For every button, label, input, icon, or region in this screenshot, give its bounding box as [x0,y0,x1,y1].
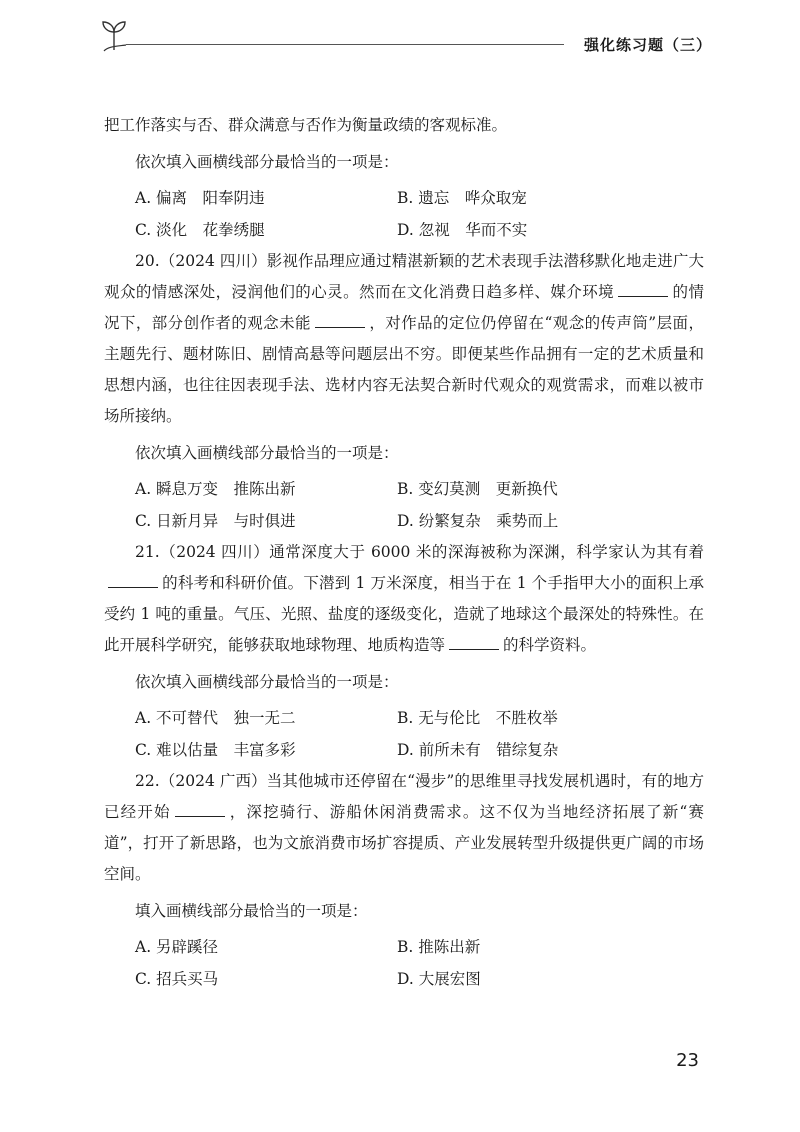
q22-option-a: A. 另辟蹊径 [135,938,219,956]
q20-option-a: A. 瞬息万变 推陈出新 [135,480,296,498]
q19-option-b: B. 遗忘 哗众取宠 [397,189,527,207]
answer-blank [175,804,225,817]
q21-option-c: C. 难以估量 丰富多彩 [135,741,296,759]
q20-stem-part3: ，对作品的定位仍停留在“观念的传声筒”层面，主题先行、题材陈旧、剧情高悬等问题层出不穷。即便某些作品拥有一定的艺术质量和思想内涵，也往往因表现手法、选材内容无法契合新时代观众的观赏需求，而难以被市场所接纳。 [104,314,704,425]
q21-stem-part3: 的科学资料。 [503,636,597,654]
answer-blank [108,575,158,588]
q20-option-c: C. 日新月异 与时俱进 [135,512,296,530]
q21-option-b: B. 无与伦比 不胜枚举 [397,709,558,727]
q21-prompt: 依次填入画横线部分最恰当的一项是： [135,673,399,691]
q22-option-d: D. 大展宏图 [397,970,481,988]
answer-blank [618,284,668,297]
page-header [100,18,712,68]
q19-prompt: 依次填入画横线部分最恰当的一项是： [135,153,399,171]
q21-stem [104,537,704,661]
q21-option-a: A. 不可替代 独一无二 [135,709,296,727]
q22-option-b: B. 推陈出新 [397,938,481,956]
q20-stem-part1: 20.（2024 四川）影视作品理应通过精湛新颖的艺术表现手法潜移默化地走进广大观众的情感深处，浸润他们的心灵。然而在文化消费日趋多样、媒介环境 [104,252,704,301]
header-title: 强化练习题（三） [583,36,712,54]
q20-stem [104,246,704,432]
page-content [104,110,704,995]
q19-option-a: A. 偏离 阳奉阴违 [135,189,265,207]
q22-stem [104,766,704,890]
q20-option-d: D. 纷繁复杂 乘势而上 [397,512,559,530]
q22-options [104,931,704,995]
answer-blank [315,315,365,328]
page-number: 23 [676,1050,699,1071]
q21-option-d: D. 前所未有 错综复杂 [397,741,559,759]
q20-prompt: 依次填入画横线部分最恰当的一项是： [135,444,399,462]
q22-prompt: 填入画横线部分最恰当的一项是： [135,902,368,920]
q19-tail-text: 把工作落实与否、群众满意与否作为衡量政绩的客观标准。 [104,116,508,134]
q22-option-c: C. 招兵买马 [135,970,219,988]
q19-options [104,182,704,246]
q20-options [104,473,704,537]
q20-option-b: B. 变幻莫测 更新换代 [397,480,558,498]
header-rule [126,44,564,45]
q21-stem-part1: 21.（2024 四川）通常深度大于 6000 米的深海被称为深渊，科学家认为其有着 [135,543,704,561]
q21-options [104,702,704,766]
q19-option-c: C. 淡化 花拳绣腿 [135,221,265,239]
q22-stem-part1: 22.（2024 广西）当其他城市还停留在“漫步”的思维里寻找发展机遇时，有的地方已经开始 [104,772,704,821]
q19-option-d: D. 忽视 华而不实 [397,221,528,239]
answer-blank [449,637,499,650]
q22-stem-part2: ，深挖骑行、游船休闲消费需求。这不仅为当地经济拓展了新“赛道”，打开了新思路，也为文旅消费市场扩容提质、产业发展转型升级提供更广阔的市场空间。 [104,803,704,883]
sprout-icon [100,18,130,52]
q21-stem-part2: 的科考和科研价值。下潜到 1 万米深度，相当于在 1 个手指甲大小的面积上承受约 1 吨的重量。气压、光照、盐度的逐级变化，造就了地球这个最深处的特殊性。在此开展科学研究，能够获取地球物理、地质构造等 [104,574,704,654]
q20-stem-part2: 的情况下，部分创作者的观念未能 [104,283,704,332]
